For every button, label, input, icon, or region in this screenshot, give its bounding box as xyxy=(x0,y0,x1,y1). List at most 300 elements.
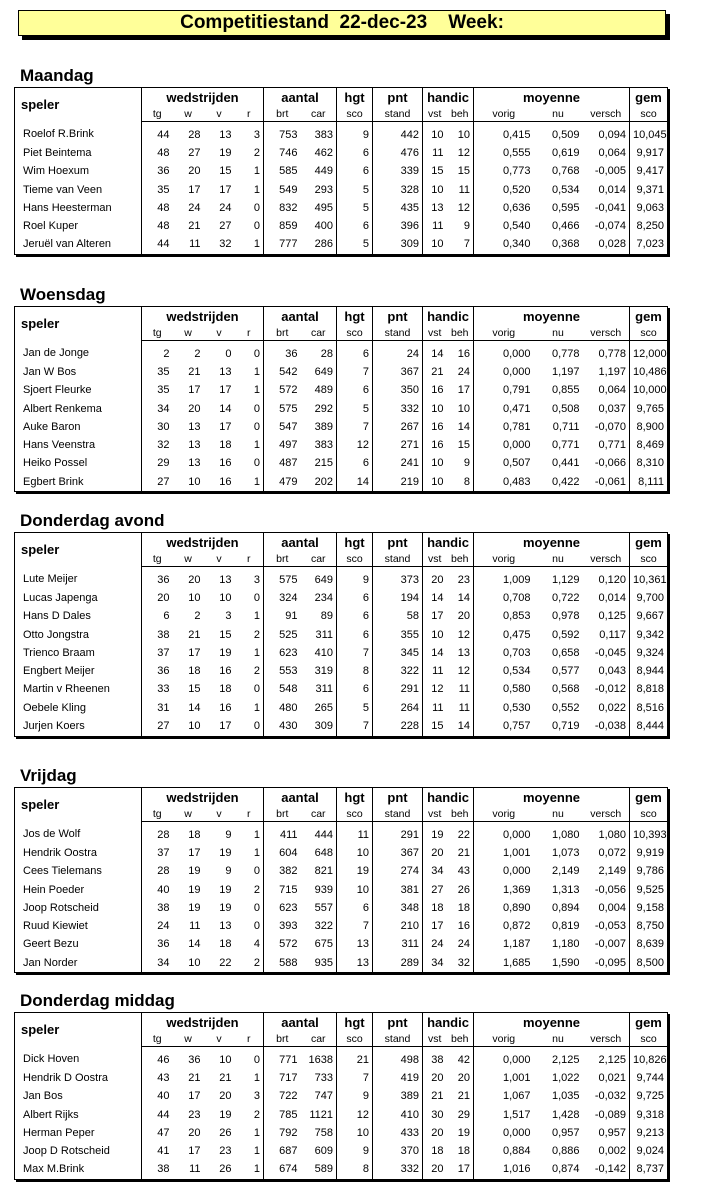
caramboles: 449 xyxy=(314,165,334,178)
standings-table xyxy=(14,87,668,255)
player-name: Hendrik D Oostra xyxy=(23,1071,108,1084)
handicap-start: 38 xyxy=(423,1047,447,1070)
subheader-average-previous: vorig xyxy=(474,807,534,822)
player-name: Trienco Braam xyxy=(23,646,95,659)
handicap-start: 10 xyxy=(423,626,447,644)
player-name: Engbert Meijer xyxy=(23,665,95,678)
highest-series: 5 xyxy=(337,699,373,717)
highest-series: 6 xyxy=(337,681,373,699)
games-played: 36 xyxy=(142,662,173,680)
games-draw: 0 xyxy=(253,683,260,696)
average-current: 0,978 xyxy=(551,610,580,623)
player-name: Max M.Brink xyxy=(23,1163,85,1176)
average-current: 0,466 xyxy=(551,220,580,233)
subheader-average-current: nu xyxy=(534,1032,583,1047)
games-lost: 13 xyxy=(219,573,232,586)
games-won: 27 xyxy=(188,146,201,159)
games-won: 17 xyxy=(188,1145,201,1158)
average-current: 0,719 xyxy=(551,720,580,733)
games-draw: 2 xyxy=(253,1108,260,1121)
handicap-reached: 12 xyxy=(457,665,471,678)
games-draw: 4 xyxy=(253,938,260,951)
general-average: 10,361 xyxy=(630,567,668,590)
games-won: 2 xyxy=(194,347,201,360)
highest-series: 6 xyxy=(337,608,373,626)
subheader-games-lost: v xyxy=(204,552,235,567)
general-average: 9,213 xyxy=(630,1124,668,1142)
caramboles: 747 xyxy=(314,1090,334,1103)
average-current: 0,722 xyxy=(551,591,580,604)
header-gem: gem xyxy=(630,1013,668,1033)
points-standing: 476 xyxy=(373,144,423,162)
games-played: 44 xyxy=(142,1106,173,1124)
average-previous: 0,000 xyxy=(474,822,534,845)
turns: 497 xyxy=(264,436,301,454)
games-played: 36 xyxy=(142,936,173,954)
points-standing: 58 xyxy=(373,608,423,626)
games-won: 14 xyxy=(188,938,201,951)
average-previous: 0,580 xyxy=(474,681,534,699)
average-previous: 0,757 xyxy=(474,717,534,736)
subheader-average-previous: vorig xyxy=(474,107,534,122)
average-current: 0,577 xyxy=(551,665,580,678)
general-average: 8,900 xyxy=(630,418,668,436)
turns: 324 xyxy=(264,589,301,607)
average-current: 0,711 xyxy=(552,420,580,433)
average-current: 0,595 xyxy=(551,201,580,214)
header-speler: speler xyxy=(21,96,60,112)
header-aantal: aantal xyxy=(264,88,337,108)
games-draw: 1 xyxy=(253,365,260,378)
table-row xyxy=(15,589,668,607)
caramboles: 649 xyxy=(314,573,334,586)
general-average: 9,725 xyxy=(630,1088,668,1106)
player-name: Hans Veenstra xyxy=(23,439,96,452)
highest-series: 7 xyxy=(337,363,373,381)
subheader-games-lost: v xyxy=(204,1032,235,1047)
games-played: 43 xyxy=(142,1069,173,1087)
subheader-handicap-start: vst xyxy=(423,552,447,567)
average-current: 1,313 xyxy=(551,883,580,896)
handicap-start: 10 xyxy=(423,400,447,418)
caramboles: 495 xyxy=(314,201,334,214)
handicap-reached: 22 xyxy=(457,828,471,841)
average-difference: -0,056 xyxy=(594,883,627,896)
subheader-average-difference: versch xyxy=(583,807,630,822)
subheader-average-difference: versch xyxy=(583,1032,630,1047)
games-won: 13 xyxy=(188,457,201,470)
average-difference: -0,005 xyxy=(594,165,627,178)
standings-table xyxy=(14,532,668,737)
turns: 525 xyxy=(264,626,301,644)
subheader-caramboles: car xyxy=(301,326,337,341)
games-played: 36 xyxy=(142,163,173,181)
turns: 382 xyxy=(264,863,301,881)
points-standing: 291 xyxy=(373,822,423,845)
general-average: 10,486 xyxy=(630,363,668,381)
handicap-start: 15 xyxy=(423,163,447,181)
average-previous: 0,872 xyxy=(474,917,534,935)
handicap-start: 18 xyxy=(423,899,447,917)
section-woensdag xyxy=(14,284,667,492)
general-average: 10,000 xyxy=(630,382,668,400)
average-difference: 0,957 xyxy=(598,1126,627,1139)
games-played: 44 xyxy=(142,236,173,255)
subheader-caramboles: car xyxy=(301,1032,337,1047)
table-row xyxy=(15,662,668,680)
header-aantal: aantal xyxy=(264,307,337,327)
average-current: 0,855 xyxy=(551,384,580,397)
handicap-reached: 32 xyxy=(457,956,471,969)
player-name: Hans D Dales xyxy=(23,610,91,623)
player-name: Oebele Kling xyxy=(23,701,86,714)
games-won: 21 xyxy=(188,628,201,641)
subheader-caramboles: car xyxy=(301,552,337,567)
turns: 722 xyxy=(264,1088,301,1106)
section-donderdag-middag xyxy=(14,990,667,1180)
subheader-average-previous: vorig xyxy=(474,1032,534,1047)
caramboles: 462 xyxy=(314,146,334,159)
average-difference: -0,095 xyxy=(594,956,627,969)
games-draw: 0 xyxy=(253,457,260,470)
games-draw: 3 xyxy=(253,1090,260,1103)
average-previous: 0,000 xyxy=(474,1124,534,1142)
games-played: 28 xyxy=(142,863,173,881)
player-name: Hendrik Oostra xyxy=(23,846,97,859)
games-won: 10 xyxy=(188,720,201,733)
highest-series: 6 xyxy=(337,626,373,644)
turns: 859 xyxy=(264,217,301,235)
subheader-points-standing: stand xyxy=(373,552,423,567)
average-previous: 0,636 xyxy=(474,199,534,217)
caramboles: 935 xyxy=(314,956,334,969)
header-gem: gem xyxy=(630,533,668,553)
average-difference: -0,053 xyxy=(594,920,627,933)
points-standing: 367 xyxy=(373,844,423,862)
average-current: 0,957 xyxy=(551,1126,580,1139)
average-current: 1,428 xyxy=(551,1108,580,1121)
games-won: 17 xyxy=(188,846,201,859)
games-won: 19 xyxy=(188,865,201,878)
games-played: 29 xyxy=(142,455,173,473)
turns: 36 xyxy=(264,341,301,364)
subheader-caramboles: car xyxy=(301,107,337,122)
points-standing: 339 xyxy=(373,163,423,181)
caramboles: 489 xyxy=(314,384,334,397)
table-row xyxy=(15,363,668,381)
header-aantal: aantal xyxy=(264,533,337,553)
caramboles: 292 xyxy=(314,402,334,415)
general-average: 8,516 xyxy=(630,699,668,717)
handicap-reached: 20 xyxy=(457,610,471,623)
games-draw: 0 xyxy=(253,901,260,914)
highest-series: 13 xyxy=(337,954,373,973)
header-handic: handic xyxy=(423,1013,474,1033)
player-name: Jos de Wolf xyxy=(23,828,81,841)
average-difference: 0,125 xyxy=(598,610,627,623)
turns: 479 xyxy=(264,473,301,492)
turns: 674 xyxy=(264,1161,301,1180)
handicap-reached: 12 xyxy=(457,628,471,641)
games-draw: 1 xyxy=(253,384,260,397)
header-row xyxy=(15,788,668,808)
average-previous: 0,555 xyxy=(474,144,534,162)
handicap-reached: 43 xyxy=(457,865,471,878)
points-standing: 311 xyxy=(373,936,423,954)
handicap-start: 34 xyxy=(423,954,447,973)
games-won: 20 xyxy=(188,165,201,178)
subheader-highest-series: sco xyxy=(337,1032,373,1047)
games-lost: 21 xyxy=(219,1071,232,1084)
table-row xyxy=(15,899,668,917)
average-difference: -0,070 xyxy=(594,420,627,433)
average-previous: 0,773 xyxy=(474,163,534,181)
header-row xyxy=(15,307,668,327)
header-speler: speler xyxy=(21,315,60,331)
turns: 785 xyxy=(264,1106,301,1124)
average-current: 0,886 xyxy=(551,1145,580,1158)
header-hgt: hgt xyxy=(337,533,373,553)
highest-series: 11 xyxy=(337,822,373,845)
games-played: 37 xyxy=(142,844,173,862)
highest-series: 6 xyxy=(337,589,373,607)
games-won: 10 xyxy=(188,591,201,604)
average-difference: 0,072 xyxy=(598,846,627,859)
player-name: Lute Meijer xyxy=(23,573,78,586)
average-difference: 0,094 xyxy=(598,128,627,141)
handicap-reached: 18 xyxy=(457,901,471,914)
handicap-reached: 15 xyxy=(457,439,471,452)
average-difference: -0,038 xyxy=(594,720,627,733)
games-won: 11 xyxy=(189,238,201,251)
table-row xyxy=(15,199,668,217)
average-previous: 0,000 xyxy=(474,363,534,381)
points-standing: 267 xyxy=(373,418,423,436)
section-vrijdag xyxy=(14,765,667,973)
points-standing: 345 xyxy=(373,644,423,662)
games-won: 18 xyxy=(188,665,201,678)
games-lost: 23 xyxy=(219,1145,232,1158)
header-gem: gem xyxy=(630,88,668,108)
header-row xyxy=(15,88,668,108)
handicap-reached: 23 xyxy=(457,573,471,586)
handicap-start: 17 xyxy=(423,608,447,626)
average-previous: 1,369 xyxy=(474,881,534,899)
subheader-average-previous: vorig xyxy=(474,552,534,567)
turns: 777 xyxy=(264,236,301,255)
caramboles: 675 xyxy=(314,938,334,951)
games-lost: 16 xyxy=(219,475,232,488)
average-current: 0,768 xyxy=(551,165,580,178)
subheader-games-draw: r xyxy=(235,107,264,122)
games-draw: 1 xyxy=(253,610,260,623)
average-previous: 0,000 xyxy=(474,1047,534,1070)
general-average: 9,667 xyxy=(630,608,668,626)
subheader-average-current: nu xyxy=(534,107,583,122)
subheader-highest-series: sco xyxy=(337,107,373,122)
subheader-turns: brt xyxy=(264,807,301,822)
games-lost: 10 xyxy=(219,1053,232,1066)
subheader-points-standing: stand xyxy=(373,1032,423,1047)
games-draw: 2 xyxy=(253,665,260,678)
games-won: 2 xyxy=(194,610,201,623)
points-standing: 370 xyxy=(373,1142,423,1160)
average-current: 0,534 xyxy=(551,183,580,196)
average-difference: 1,080 xyxy=(598,828,627,841)
section-title: Donderdag middag xyxy=(20,991,175,1010)
player-name: Jurjen Koers xyxy=(23,720,85,733)
games-draw: 1 xyxy=(253,846,260,859)
points-standing: 210 xyxy=(373,917,423,935)
highest-series: 5 xyxy=(337,400,373,418)
header-hgt: hgt xyxy=(337,788,373,808)
subheader-games-won: w xyxy=(173,1032,204,1047)
table-row xyxy=(15,717,668,736)
highest-series: 6 xyxy=(337,899,373,917)
average-current: 2,125 xyxy=(551,1053,580,1066)
games-played: 34 xyxy=(142,954,173,973)
caramboles: 215 xyxy=(314,457,334,470)
games-lost: 10 xyxy=(219,591,232,604)
general-average: 9,324 xyxy=(630,644,668,662)
games-won: 13 xyxy=(188,420,201,433)
games-lost: 22 xyxy=(219,956,232,969)
general-average: 8,750 xyxy=(630,917,668,935)
handicap-start: 20 xyxy=(423,1069,447,1087)
games-played: 33 xyxy=(142,681,173,699)
points-standing: 433 xyxy=(373,1124,423,1142)
games-draw: 0 xyxy=(253,347,260,360)
games-lost: 17 xyxy=(219,183,232,196)
table-row xyxy=(15,236,668,255)
caramboles: 1121 xyxy=(309,1108,334,1121)
points-standing: 442 xyxy=(373,122,423,145)
general-average: 9,744 xyxy=(630,1069,668,1087)
general-average: 8,737 xyxy=(630,1161,668,1180)
games-lost: 26 xyxy=(219,1163,232,1176)
games-lost: 24 xyxy=(219,201,232,214)
section-donderdag-avond xyxy=(14,510,667,737)
average-difference: 0,002 xyxy=(598,1145,627,1158)
player-name: Jan Bos xyxy=(23,1090,63,1103)
average-current: 0,619 xyxy=(551,146,580,159)
games-played: 48 xyxy=(142,217,173,235)
average-previous: 0,530 xyxy=(474,699,534,717)
handicap-start: 10 xyxy=(423,181,447,199)
average-current: 1,035 xyxy=(551,1090,580,1103)
handicap-reached: 17 xyxy=(457,1163,471,1176)
average-difference: -0,012 xyxy=(594,683,627,696)
average-difference: 1,197 xyxy=(598,365,627,378)
highest-series: 9 xyxy=(337,1142,373,1160)
average-current: 0,592 xyxy=(551,628,580,641)
points-standing: 389 xyxy=(373,1088,423,1106)
highest-series: 6 xyxy=(337,341,373,364)
general-average: 8,111 xyxy=(630,473,668,492)
subheader-turns: brt xyxy=(264,552,301,567)
highest-series: 6 xyxy=(337,144,373,162)
header-aantal: aantal xyxy=(264,788,337,808)
average-current: 2,149 xyxy=(551,865,580,878)
handicap-start: 16 xyxy=(423,382,447,400)
points-standing: 291 xyxy=(373,681,423,699)
header-pnt: pnt xyxy=(373,788,423,808)
table-row xyxy=(15,644,668,662)
average-previous: 0,475 xyxy=(474,626,534,644)
header-moyenne: moyenne xyxy=(474,88,630,108)
games-won: 36 xyxy=(188,1053,201,1066)
highest-series: 7 xyxy=(337,644,373,662)
standings-table xyxy=(14,787,668,973)
highest-series: 7 xyxy=(337,418,373,436)
subheader-general-average: sco xyxy=(630,1032,668,1047)
games-played: 34 xyxy=(142,400,173,418)
player-name: Hein Poeder xyxy=(23,883,85,896)
games-lost: 19 xyxy=(219,1108,232,1121)
games-lost: 16 xyxy=(219,701,232,714)
subheader-average-current: nu xyxy=(534,326,583,341)
caramboles: 733 xyxy=(314,1071,334,1084)
handicap-start: 24 xyxy=(423,936,447,954)
subheader-handicap-start: vst xyxy=(423,807,447,822)
handicap-start: 34 xyxy=(423,863,447,881)
handicap-reached: 14 xyxy=(457,591,471,604)
handicap-reached: 13 xyxy=(457,646,471,659)
average-previous: 0,507 xyxy=(474,455,534,473)
games-played: 40 xyxy=(142,881,173,899)
player-name: Joop D Rotscheid xyxy=(23,1145,110,1158)
points-standing: 498 xyxy=(373,1047,423,1070)
handicap-start: 17 xyxy=(423,917,447,935)
games-won: 20 xyxy=(188,1126,201,1139)
average-previous: 1,517 xyxy=(474,1106,534,1124)
games-draw: 1 xyxy=(253,1126,260,1139)
points-standing: 328 xyxy=(373,181,423,199)
turns: 547 xyxy=(264,418,301,436)
average-previous: 1,001 xyxy=(474,844,534,862)
games-draw: 1 xyxy=(253,238,260,251)
general-average: 8,818 xyxy=(630,681,668,699)
table-row xyxy=(15,936,668,954)
caramboles: 319 xyxy=(314,665,334,678)
games-draw: 1 xyxy=(253,1163,260,1176)
player-name: Hans Heesterman xyxy=(23,201,112,214)
caramboles: 410 xyxy=(314,646,334,659)
subheader-turns: brt xyxy=(264,107,301,122)
handicap-reached: 10 xyxy=(457,402,471,415)
points-standing: 419 xyxy=(373,1069,423,1087)
caramboles: 322 xyxy=(314,920,334,933)
games-won: 18 xyxy=(188,828,201,841)
header-pnt: pnt xyxy=(373,533,423,553)
games-lost: 26 xyxy=(219,1126,232,1139)
caramboles: 202 xyxy=(314,475,334,488)
points-standing: 271 xyxy=(373,436,423,454)
highest-series: 9 xyxy=(337,1088,373,1106)
handicap-reached: 42 xyxy=(457,1053,471,1066)
subheader-games-played: tg xyxy=(142,552,173,567)
games-played: 41 xyxy=(142,1142,173,1160)
handicap-reached: 12 xyxy=(457,201,471,214)
games-played: 40 xyxy=(142,1088,173,1106)
average-difference: 0,771 xyxy=(598,439,627,452)
average-difference: 0,004 xyxy=(598,901,627,914)
handicap-reached: 14 xyxy=(457,420,471,433)
points-standing: 396 xyxy=(373,217,423,235)
player-name: Auke Baron xyxy=(23,420,81,433)
average-difference: 0,117 xyxy=(599,628,627,641)
games-draw: 0 xyxy=(253,591,260,604)
